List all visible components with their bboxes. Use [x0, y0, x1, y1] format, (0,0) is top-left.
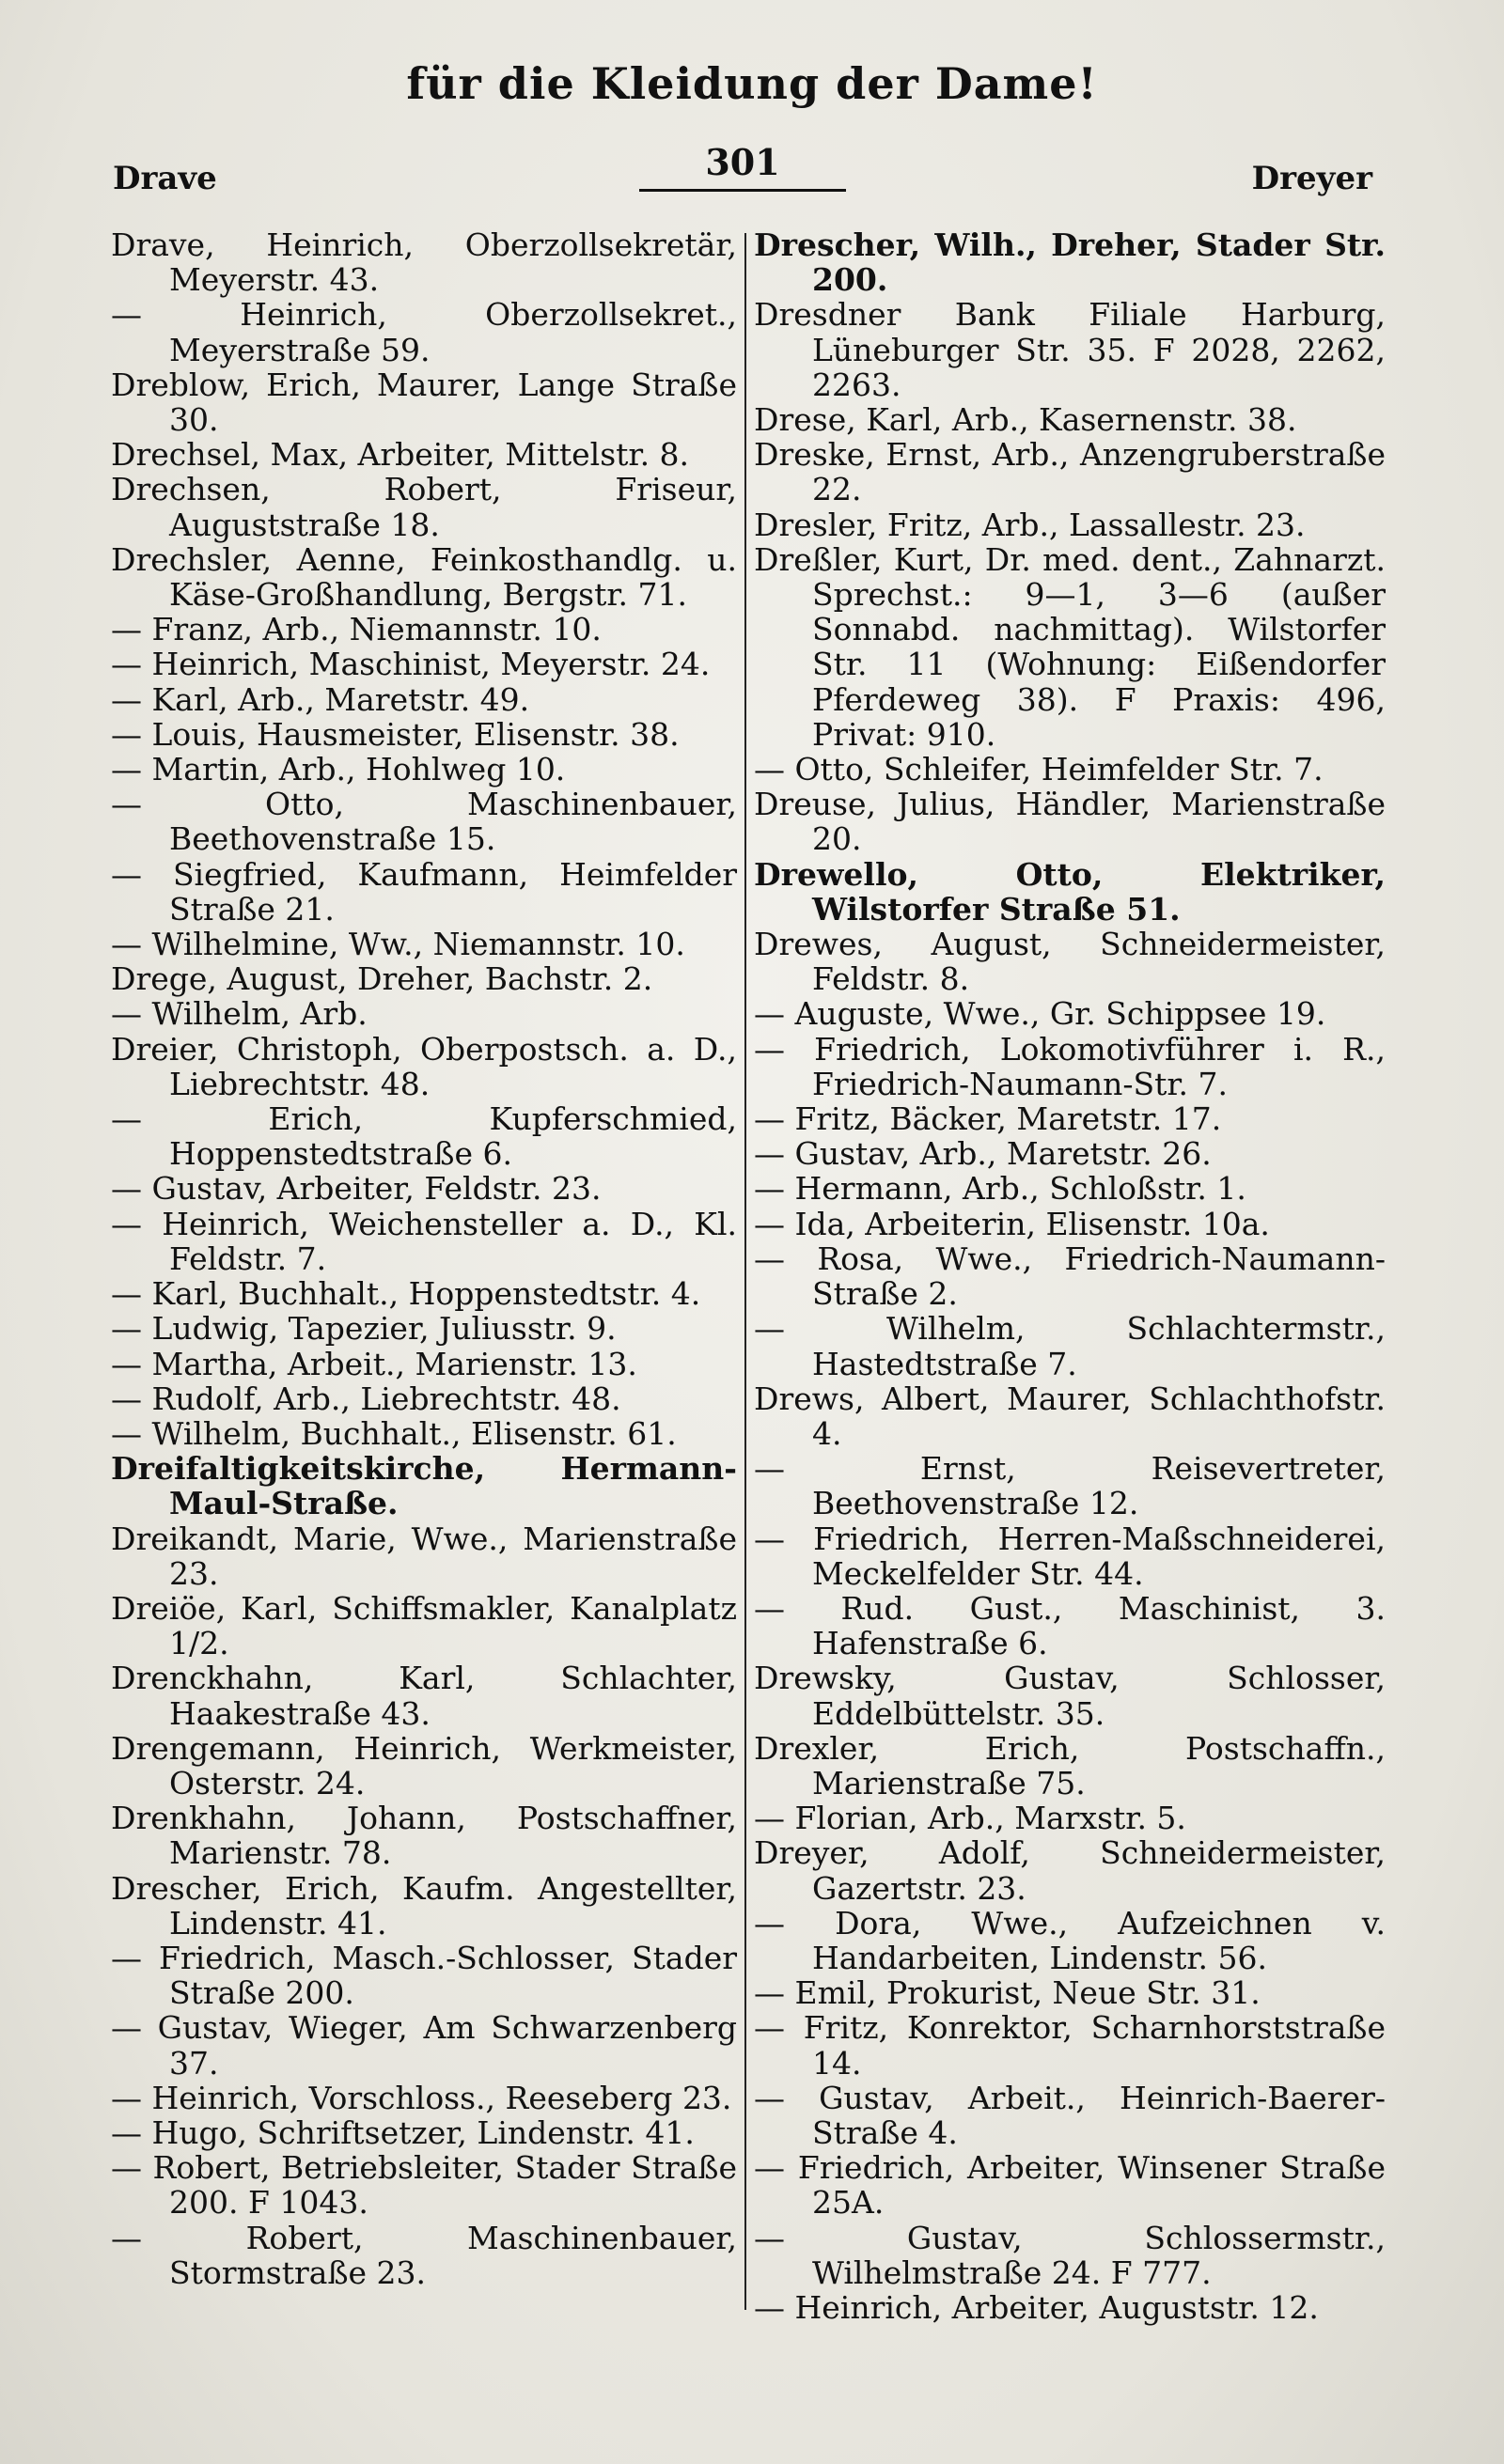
directory-entry: Dreske, Ernst, Arb., Anzengruberstraße 22.: [754, 436, 1386, 508]
directory-entry: Drenckhahn, Karl, Schlachter, Haakestraße 43.: [111, 1660, 737, 1732]
directory-entry: — Wilhelm, Buchhalt., Elisenstr. 61.: [111, 1414, 677, 1452]
directory-entry: — Wilhelm, Schlachtermstr., Hastedtstraße 7.: [754, 1310, 1386, 1382]
directory-entry: — Siegfried, Kaufmann, Heimfelder Straße 21.: [111, 855, 737, 928]
directory-entry: Dreikandt, Marie, Wwe., Marienstraße 23.: [111, 1520, 737, 1592]
directory-entry: — Franz, Arb., Niemannstr. 10.: [111, 611, 602, 648]
directory-entry: — Martin, Arb., Hohlweg 10.: [111, 751, 566, 788]
directory-entry: — Friedrich, Lokomotivführer i. R., Friedrich-Naumann-Str. 7.: [754, 1030, 1386, 1102]
directory-entry: — Heinrich, Maschinist, Meyerstr. 24.: [111, 646, 711, 683]
directory-entry: Drege, August, Dreher, Bachstr. 2.: [111, 960, 653, 998]
directory-entry: — Friedrich, Arbeiter, Winsener Straße 25A.: [754, 2149, 1386, 2222]
directory-entry: Drese, Karl, Arb., Kasernenstr. 38.: [754, 401, 1297, 439]
directory-entry: Dreiöe, Karl, Schiffsmakler, Kanalplatz 1/2.: [111, 1589, 737, 1662]
directory-entry: Drenkhahn, Johann, Postschaffner, Marienstr. 78.: [111, 1800, 737, 1872]
directory-entry: — Heinrich, Arbeiter, Auguststr. 12.: [754, 2288, 1319, 2326]
directory-entry: Dreßler, Kurt, Dr. med. dent., Zahnarzt. Sprechst.: 9—1, 3—6 (außer Sonnabd. nachmittag). Wilstorfer Str. 11 (Wohnung: Eißendorfer Pferdeweg 38). F Praxis: 496, Privat: 910.: [754, 540, 1386, 753]
directory-entry: — Fritz, Konrektor, Scharnhorststraße 14.: [754, 2009, 1386, 2082]
directory-entry: Dreifaltigkeitskirche, Hermann-Maul-Straße.: [111, 1450, 737, 1522]
directory-entry: Drexler, Erich, Postschaffn., Marienstraße 75.: [754, 1729, 1386, 1801]
directory-entry: — Dora, Wwe., Aufzeichnen v. Handarbeiten, Lindenstr. 56.: [754, 1904, 1386, 1976]
directory-entry: — Louis, Hausmeister, Elisenstr. 38.: [111, 715, 680, 753]
directory-entry: — Friedrich, Herren-Maßschneiderei, Meckelfelder Str. 44.: [754, 1520, 1386, 1592]
directory-entry: — Martha, Arbeit., Marienstr. 13.: [111, 1345, 637, 1382]
directory-entry: — Heinrich, Vorschloss., Reeseberg 23.: [111, 2079, 732, 2116]
directory-entry: — Gustav, Arbeit., Heinrich-Baerer-Straße 4.: [754, 2079, 1386, 2151]
directory-entry: Drechsler, Aenne, Feinkosthandlg. u. Käse-Großhandlung, Bergstr. 71.: [111, 540, 737, 614]
directory-entry: — Heinrich, Oberzollsekret., Meyerstraße 59.: [111, 296, 737, 368]
directory-entry: — Rudolf, Arb., Liebrechtstr. 48.: [111, 1380, 621, 1417]
directory-entry: — Gustav, Wieger, Am Schwarzenberg 37.: [111, 2009, 737, 2082]
directory-entry: — Fritz, Bäcker, Maretstr. 17.: [754, 1100, 1222, 1138]
directory-entry: — Otto, Schleifer, Heimfelder Str. 7.: [754, 751, 1324, 788]
directory-entry: — Rosa, Wwe., Friedrich-Naumann-Straße 2.: [754, 1240, 1386, 1313]
directory-entry: — Robert, Maschinenbauer, Stormstraße 23.: [111, 2219, 737, 2291]
directory-entry: — Karl, Buchhalt., Hoppenstedtstr. 4.: [111, 1275, 701, 1313]
directory-entry: — Emil, Prokurist, Neue Str. 31.: [754, 1974, 1261, 2012]
directory-entry: Dreier, Christoph, Oberpostsch. a. D., Liebrechtstr. 48.: [111, 1030, 737, 1102]
directory-entry: — Gustav, Schlossermstr., Wilhelmstraße 24. F 777.: [754, 2219, 1386, 2291]
directory-entry: — Erich, Kupferschmied, Hoppenstedtstraße 6.: [111, 1100, 737, 1173]
directory-entry: — Auguste, Wwe., Gr. Schippsee 19.: [754, 995, 1326, 1033]
directory-entry: Dreuse, Julius, Händler, Marienstraße 20.: [754, 786, 1386, 858]
directory-entry: Drengemann, Heinrich, Werkmeister, Osterstr. 24.: [111, 1729, 737, 1801]
directory-entry: Drewsky, Gustav, Schlosser, Eddelbüttelstr. 35.: [754, 1660, 1386, 1732]
directory-entry: Drewes, August, Schneidermeister, Feldstr. 8.: [754, 926, 1386, 998]
directory-entry: — Otto, Maschinenbauer, Beethovenstraße 15.: [111, 786, 737, 858]
directory-entry: Drechsen, Robert, Friseur, Auguststraße 18.: [111, 471, 737, 543]
directory-entry: — Wilhelmine, Ww., Niemannstr. 10.: [111, 926, 685, 963]
column-divider: [744, 233, 746, 2310]
directory-entry: Drescher, Erich, Kaufm. Angestellter, Lindenstr. 41.: [111, 1869, 737, 1942]
directory-entry: Dresler, Fritz, Arb., Lassallestr. 23.: [754, 506, 1306, 543]
directory-entry: — Florian, Arb., Marxstr. 5.: [754, 1800, 1186, 1837]
directory-entry: — Gustav, Arbeiter, Feldstr. 23.: [111, 1170, 602, 1208]
directory-entry: Drechsel, Max, Arbeiter, Mittelstr. 8.: [111, 436, 690, 474]
directory-entry: — Ida, Arbeiterin, Elisenstr. 10a.: [754, 1205, 1270, 1242]
right-column: [754, 227, 1386, 2325]
directory-entry: — Robert, Betriebsleiter, Stader Straße 200. F 1043.: [111, 2149, 737, 2222]
directory-entry: — Wilhelm, Arb.: [111, 995, 368, 1033]
running-head-left: Drave: [113, 160, 217, 197]
directory-entry: — Rud. Gust., Maschinist, 3. Hafenstraße 6.: [754, 1589, 1386, 1662]
directory-entry: Dresdner Bank Filiale Harburg, Lüneburger Str. 35. F 2028, 2262, 2263.: [754, 296, 1386, 403]
directory-entry: Dreyer, Adolf, Schneidermeister, Gazertstr. 23.: [754, 1834, 1386, 1907]
left-column: [111, 227, 737, 2290]
directory-entry: — Ludwig, Tapezier, Juliusstr. 9.: [111, 1310, 617, 1348]
directory-entry: — Ernst, Reisevertreter, Beethovenstraße 12.: [754, 1450, 1386, 1522]
directory-entry: Drewello, Otto, Elektriker, Wilstorfer Straße 51.: [754, 855, 1386, 928]
directory-entry: — Karl, Arb., Maretstr. 49.: [111, 680, 530, 718]
directory-entry: — Heinrich, Weichensteller a. D., Kl. Feldstr. 7.: [111, 1205, 737, 1277]
top-advertisement: für die Kleidung der Dame!: [406, 58, 1098, 109]
directory-entry: — Hermann, Arb., Schloßstr. 1.: [754, 1170, 1246, 1208]
page-number: 301: [639, 141, 846, 192]
directory-entry: Drescher, Wilh., Dreher, Stader Str. 200.: [754, 226, 1386, 299]
directory-entry: Drave, Heinrich, Oberzollsekretär, Meyerstr. 43.: [111, 226, 737, 299]
directory-entry: — Hugo, Schriftsetzer, Lindenstr. 41.: [111, 2113, 695, 2151]
directory-entry: Dreblow, Erich, Maurer, Lange Straße 30.: [111, 366, 737, 439]
directory-entry: — Friedrich, Masch.-Schlosser, Stader Straße 200.: [111, 1939, 737, 2012]
running-head-right: Dreyer: [1251, 160, 1372, 197]
directory-entry: — Gustav, Arb., Maretstr. 26.: [754, 1135, 1212, 1173]
directory-entry: Drews, Albert, Maurer, Schlachthofstr. 4.: [754, 1380, 1386, 1452]
